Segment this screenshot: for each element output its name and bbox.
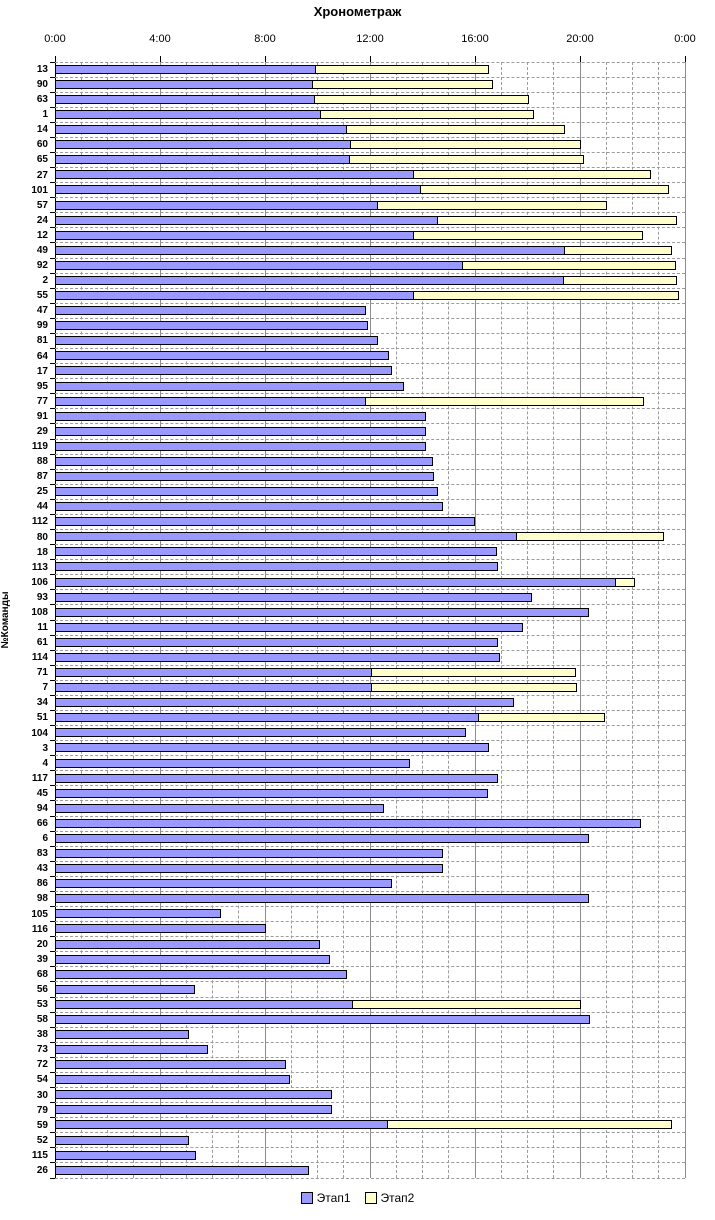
y-axis-title-text: №Команды <box>0 591 11 649</box>
team-label: 26 <box>36 1164 48 1176</box>
etap1-bar <box>55 924 266 933</box>
team-label: 61 <box>36 637 48 649</box>
etap1-bar <box>55 879 392 888</box>
row-gridline <box>55 650 685 651</box>
etap2-bar <box>413 291 679 300</box>
row-gridline <box>55 725 685 726</box>
team-label: 17 <box>36 365 48 377</box>
team-label: 63 <box>36 94 48 106</box>
etap1-bar <box>55 1105 332 1114</box>
etap2-bar <box>371 668 575 677</box>
team-label: 25 <box>36 486 48 498</box>
etap1-bar <box>55 517 475 526</box>
etap1-bar <box>55 276 564 285</box>
team-label: 3 <box>42 742 48 754</box>
x-tick-label: 0:00 <box>44 33 66 45</box>
etap2-bar <box>320 110 534 119</box>
team-label: 71 <box>36 667 48 679</box>
row-gridline <box>55 107 685 108</box>
row-gridline <box>55 197 685 198</box>
row-gridline <box>55 423 685 424</box>
team-label: 80 <box>36 531 48 543</box>
row-gridline <box>55 62 685 63</box>
team-label: 34 <box>36 697 48 709</box>
team-label: 112 <box>31 516 48 528</box>
team-label: 57 <box>36 199 48 211</box>
etap2-bar <box>563 276 677 285</box>
legend-label-etap1: Этап1 <box>316 1191 351 1205</box>
row-gridline <box>55 876 685 877</box>
etap1-bar <box>55 1151 196 1160</box>
row-gridline <box>55 785 685 786</box>
etap1-bar <box>55 397 366 406</box>
etap2-bar <box>413 231 642 240</box>
row-gridline <box>55 529 685 530</box>
etap2-bar <box>346 125 565 134</box>
row-gridline <box>55 92 685 93</box>
etap2-bar <box>314 95 529 104</box>
team-label: 60 <box>36 139 48 151</box>
etap1-bar <box>55 95 315 104</box>
row-gridline <box>55 333 685 334</box>
etap1-bar <box>55 759 410 768</box>
etap1-bar <box>55 65 316 74</box>
row-gridline <box>55 665 685 666</box>
team-label: 20 <box>36 938 48 950</box>
row-gridline <box>55 122 685 123</box>
etap1-bar <box>55 1045 208 1054</box>
row-gridline <box>55 800 685 801</box>
etap1-bar <box>55 140 351 149</box>
etap1-bar <box>55 743 489 752</box>
row-gridline <box>55 273 685 274</box>
row-gridline <box>55 1117 685 1118</box>
etap1-bar <box>55 1166 309 1175</box>
etap2-bar <box>420 185 669 194</box>
row-gridline <box>55 710 685 711</box>
etap1-bar <box>55 789 488 798</box>
etap2-bar <box>478 713 605 722</box>
team-label: 94 <box>36 802 48 814</box>
team-label: 12 <box>36 229 48 241</box>
row-gridline <box>55 303 685 304</box>
etap1-bar <box>55 472 434 481</box>
etap1-bar <box>55 713 479 722</box>
team-label: 113 <box>31 561 48 573</box>
etap1-bar <box>55 970 347 979</box>
team-label: 11 <box>37 622 48 633</box>
row-gridline <box>55 499 685 500</box>
team-label: 2 <box>42 275 48 287</box>
row-gridline <box>55 936 685 937</box>
etap1-bar <box>55 261 463 270</box>
row-gridline <box>55 484 685 485</box>
etap1-bar <box>55 457 433 466</box>
team-label: 64 <box>36 350 48 362</box>
etap1-bar <box>55 110 321 119</box>
row-gridline <box>55 363 685 364</box>
row-gridline <box>55 152 685 153</box>
team-label: 65 <box>36 154 48 166</box>
team-label: 7 <box>42 682 48 694</box>
team-label: 18 <box>36 546 48 558</box>
etap1-bar <box>55 201 378 210</box>
legend-item-etap2 <box>365 1191 415 1205</box>
team-label: 44 <box>36 501 48 513</box>
etap1-bar <box>55 985 195 994</box>
team-label: 93 <box>36 591 48 603</box>
plot-area <box>55 62 685 1178</box>
row-gridline <box>55 1012 685 1013</box>
team-label: 87 <box>36 471 48 483</box>
etap1-bar <box>55 774 498 783</box>
team-label: 77 <box>36 395 48 407</box>
etap1-bar <box>55 593 532 602</box>
team-label: 95 <box>36 380 48 392</box>
team-label: 106 <box>31 576 48 588</box>
team-label: 68 <box>36 968 48 980</box>
row-gridline <box>55 514 685 515</box>
team-label: 14 <box>36 124 48 136</box>
row-gridline <box>55 318 685 319</box>
row-gridline <box>55 258 685 259</box>
team-label: 54 <box>36 1074 48 1086</box>
row-gridline <box>55 242 685 243</box>
team-label: 6 <box>42 833 48 845</box>
team-label: 30 <box>36 1089 48 1101</box>
etap1-bar <box>55 532 517 541</box>
row-gridline <box>55 906 685 907</box>
row-gridline <box>55 393 685 394</box>
row-gridline <box>55 137 685 138</box>
etap1-bar <box>55 1015 590 1024</box>
team-label: 45 <box>36 787 48 799</box>
etap1-bar <box>55 366 392 375</box>
etap2-bar <box>365 397 644 406</box>
team-label: 119 <box>31 441 48 453</box>
row-gridline <box>55 1147 685 1148</box>
chart-title: Хронометраж <box>313 4 402 19</box>
row-gridline <box>55 182 685 183</box>
etap1-bar <box>55 578 616 587</box>
etap2-bar <box>377 201 608 210</box>
team-label: 38 <box>36 1029 48 1041</box>
team-label: 101 <box>31 184 48 196</box>
team-label: 86 <box>36 878 48 890</box>
etap1-bar <box>55 427 426 436</box>
row-gridline <box>55 604 685 605</box>
team-label: 49 <box>36 244 48 256</box>
etap1-bar <box>55 728 466 737</box>
etap2-bar <box>615 578 634 587</box>
row-gridline <box>55 288 685 289</box>
etap1-bar <box>55 125 347 134</box>
etap1-bar <box>55 1030 189 1039</box>
team-label: 115 <box>31 1149 48 1161</box>
etap1-bar <box>55 1120 388 1129</box>
row-gridline <box>55 620 685 621</box>
row-gridline <box>55 770 685 771</box>
etap2-bar <box>413 170 650 179</box>
etap1-bar <box>55 653 500 662</box>
row-gridline <box>55 227 685 228</box>
legend <box>0 1190 715 1206</box>
etap1-bar <box>55 1075 290 1084</box>
row-gridline <box>55 1162 685 1163</box>
etap2-swatch-icon <box>365 1192 377 1204</box>
row-gridline <box>55 167 685 168</box>
etap1-bar <box>55 412 426 421</box>
etap1-bar <box>55 864 443 873</box>
team-label: 29 <box>36 425 48 437</box>
etap2-bar <box>387 1120 672 1129</box>
row-gridline <box>55 981 685 982</box>
team-label: 81 <box>36 335 48 347</box>
team-label: 98 <box>36 893 48 905</box>
etap1-bar <box>55 231 414 240</box>
etap1-bar <box>55 321 368 330</box>
etap1-bar <box>55 216 438 225</box>
row-gridline <box>55 846 685 847</box>
etap1-bar <box>55 382 404 391</box>
etap1-swatch-icon <box>301 1192 313 1204</box>
row-gridline <box>55 77 685 78</box>
row-gridline <box>55 997 685 998</box>
team-label: 55 <box>36 290 48 302</box>
team-label: 58 <box>36 1014 48 1026</box>
etap1-bar <box>55 849 443 858</box>
row-gridline <box>55 740 685 741</box>
team-label: 59 <box>36 1119 48 1131</box>
team-label: 83 <box>36 848 48 860</box>
etap1-bar <box>55 955 330 964</box>
row-gridline <box>55 1042 685 1043</box>
team-label: 116 <box>31 923 48 935</box>
etap1-bar <box>55 1136 189 1145</box>
etap2-bar <box>352 1000 581 1009</box>
team-label: 43 <box>36 863 48 875</box>
etap2-bar <box>371 683 577 692</box>
team-label: 105 <box>31 908 48 920</box>
etap1-bar <box>55 487 438 496</box>
team-label: 39 <box>36 953 48 965</box>
etap2-bar <box>462 261 676 270</box>
row-gridline <box>55 469 685 470</box>
team-label: 27 <box>36 169 48 181</box>
etap1-bar <box>55 683 372 692</box>
row-gridline <box>55 921 685 922</box>
row-gridline <box>55 755 685 756</box>
etap1-bar <box>55 1060 286 1069</box>
etap1-bar <box>55 608 589 617</box>
team-label: 114 <box>31 652 48 664</box>
etap1-bar <box>55 442 426 451</box>
etap1-bar <box>55 894 589 903</box>
row-gridline <box>55 378 685 379</box>
row-gridline <box>55 1027 685 1028</box>
etap2-bar <box>564 246 671 255</box>
row-gridline <box>55 439 685 440</box>
team-label: 90 <box>36 79 48 91</box>
x-tick-label: 0:00 <box>674 33 696 45</box>
etap1-bar <box>55 1090 332 1099</box>
row-gridline <box>55 408 685 409</box>
row-gridline <box>55 574 685 575</box>
row-gridline <box>55 1087 685 1088</box>
team-label: 88 <box>36 456 48 468</box>
row-gridline <box>55 695 685 696</box>
row-gridline <box>55 635 685 636</box>
etap2-bar <box>350 140 581 149</box>
row-gridline <box>55 559 685 560</box>
etap2-bar <box>315 65 489 74</box>
row-gridline <box>55 454 685 455</box>
row-gridline <box>55 1178 685 1179</box>
row-gridline <box>55 1057 685 1058</box>
etap1-bar <box>55 291 414 300</box>
team-label: 47 <box>36 305 48 317</box>
team-label: 24 <box>36 214 48 226</box>
etap1-bar <box>55 940 320 949</box>
team-label: 52 <box>36 1134 48 1146</box>
etap2-bar <box>349 155 584 164</box>
row-gridline <box>55 951 685 952</box>
etap1-bar <box>55 246 565 255</box>
etap1-bar <box>55 819 641 828</box>
row-gridline <box>55 861 685 862</box>
etap2-bar <box>437 216 677 225</box>
etap1-bar <box>55 547 497 556</box>
etap1-bar <box>55 351 389 360</box>
row-gridline <box>55 891 685 892</box>
etap1-bar <box>55 1000 353 1009</box>
x-tick-label: 12:00 <box>356 33 384 45</box>
etap1-bar <box>55 185 421 194</box>
row-gridline <box>55 1072 685 1073</box>
etap1-bar <box>55 834 589 843</box>
team-label: 13 <box>36 64 48 75</box>
etap1-bar <box>55 502 443 511</box>
row-gridline <box>55 816 685 817</box>
x-tick-label: 4:00 <box>149 33 171 45</box>
row-gridline <box>55 1102 685 1103</box>
row-gridline <box>55 544 685 545</box>
team-label: 53 <box>36 999 48 1011</box>
etap1-bar <box>55 623 523 632</box>
row-gridline <box>55 966 685 967</box>
etap1-bar <box>55 909 221 918</box>
team-label: 56 <box>36 983 48 995</box>
row-gridline <box>55 1132 685 1133</box>
team-label: 104 <box>31 727 48 739</box>
team-label: 4 <box>42 757 48 769</box>
etap2-bar <box>312 80 493 89</box>
team-label: 108 <box>31 606 48 618</box>
team-label: 91 <box>36 410 48 422</box>
etap1-bar <box>55 668 372 677</box>
legend-item-etap1 <box>301 1191 351 1205</box>
team-label: 1 <box>42 109 48 121</box>
team-label: 99 <box>36 320 48 332</box>
x-tick-label: 20:00 <box>566 33 594 45</box>
etap1-bar <box>55 804 384 813</box>
etap1-bar <box>55 698 514 707</box>
etap1-bar <box>55 336 378 345</box>
etap1-bar <box>55 170 414 179</box>
row-gridline <box>55 212 685 213</box>
legend-label-etap2: Этап2 <box>380 1191 415 1205</box>
etap1-bar <box>55 80 313 89</box>
team-label: 73 <box>36 1044 48 1056</box>
team-label: 51 <box>36 712 48 724</box>
x-tick-label: 8:00 <box>254 33 276 45</box>
etap1-bar <box>55 155 350 164</box>
etap2-bar <box>516 532 664 541</box>
etap1-bar <box>55 638 498 647</box>
etap1-bar <box>55 562 498 571</box>
team-label: 92 <box>36 260 48 272</box>
row-gridline <box>55 589 685 590</box>
team-label: 79 <box>36 1104 48 1116</box>
team-label: 117 <box>31 772 48 784</box>
etap1-bar <box>55 306 366 315</box>
row-gridline <box>55 680 685 681</box>
row-gridline <box>55 831 685 832</box>
team-label: 66 <box>36 818 48 830</box>
x-tick-label: 16:00 <box>461 33 489 45</box>
team-label: 72 <box>36 1059 48 1071</box>
row-gridline <box>55 348 685 349</box>
